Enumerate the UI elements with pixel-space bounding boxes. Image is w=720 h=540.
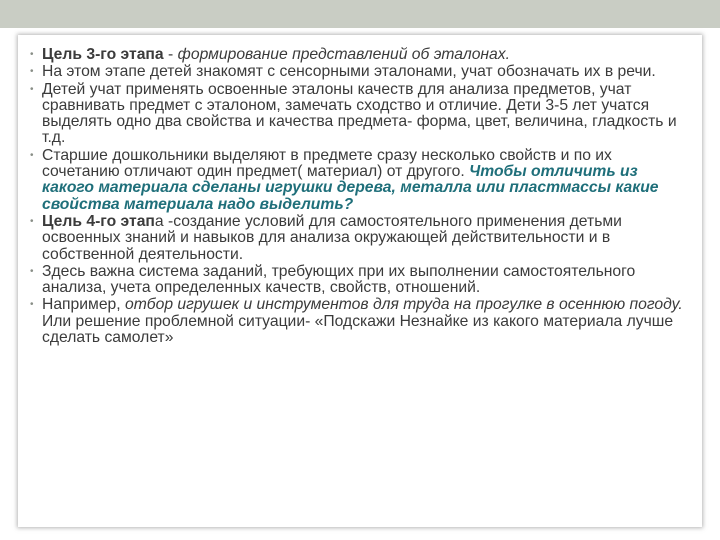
stage4-goal-heading: Цель 4-го этап <box>42 212 155 230</box>
standards-intro-text: На этом этапе детей знакомят с сенсорными эталонами, учат обозначать их в речи. <box>42 63 656 81</box>
stage3-goal-heading: Цель 3-го этапа <box>42 46 164 63</box>
bullet-list <box>18 35 702 346</box>
bullet-item-standards-intro <box>30 64 692 80</box>
bullet-item-older-children <box>30 148 692 213</box>
material-question: Чтобы отличить из какого материала сделаны игрушки дерева, металла или пластмассы какие свойства материала надо выделить? <box>42 163 659 213</box>
bullet-dot-icon: • <box>30 49 34 60</box>
bullet-dot-icon: • <box>30 149 34 161</box>
bullet-item-stage3-goal <box>30 47 692 63</box>
stage3-dash: - <box>163 46 178 63</box>
older-children-text: Старшие дошкольники выделяют в предмете сразу несколько свойств и по их сочетанию отличают один предмет( материал) от другого. <box>42 146 612 181</box>
bullet-dot-icon: • <box>30 299 34 311</box>
example-intro: Например, <box>42 296 125 314</box>
bullet-dot-icon: • <box>30 83 34 95</box>
bullet-item-example <box>30 297 692 346</box>
bullet-item-stage4-goal <box>30 214 692 263</box>
stage4-goal-text: а -создание условий для самостоятельного применения детьми освоенных знаний и навыков для анализа окружающей действительности и в собственной деятельности. <box>42 212 622 263</box>
stage3-goal-text: формирование представлений об эталонах. <box>177 46 510 63</box>
bullet-item-task-system <box>30 264 692 297</box>
title-band <box>0 0 720 28</box>
bullet-dot-icon: • <box>30 265 34 277</box>
bullet-item-apply-standards <box>30 82 692 147</box>
example-selection: отбор игрушек и инструментов для труда на прогулке в осеннюю погоду. <box>125 296 683 314</box>
task-system-text: Здесь важна система заданий, требующих при их выполнении самостоятельного анализа, учета определенных качеств, свойств, отношений. <box>42 262 636 297</box>
bullet-dot-icon: • <box>30 215 34 227</box>
bullet-dot-icon: • <box>30 66 34 78</box>
example-problem-situation: Или решение проблемной ситуации- «Подскажи Незнайке из какого материала лучше сделать самолет» <box>42 312 674 347</box>
content-panel <box>18 35 702 527</box>
apply-standards-text: Детей учат применять освоенные эталоны качеств для анализа предметов, учат сравнивать предмет с эталоном, замечать сходство и отличие. Дети 3-5 лет учатся выделять одно два свойства и качества предмета- форма, цвет, величина, гладкость и т.д. <box>42 80 677 147</box>
